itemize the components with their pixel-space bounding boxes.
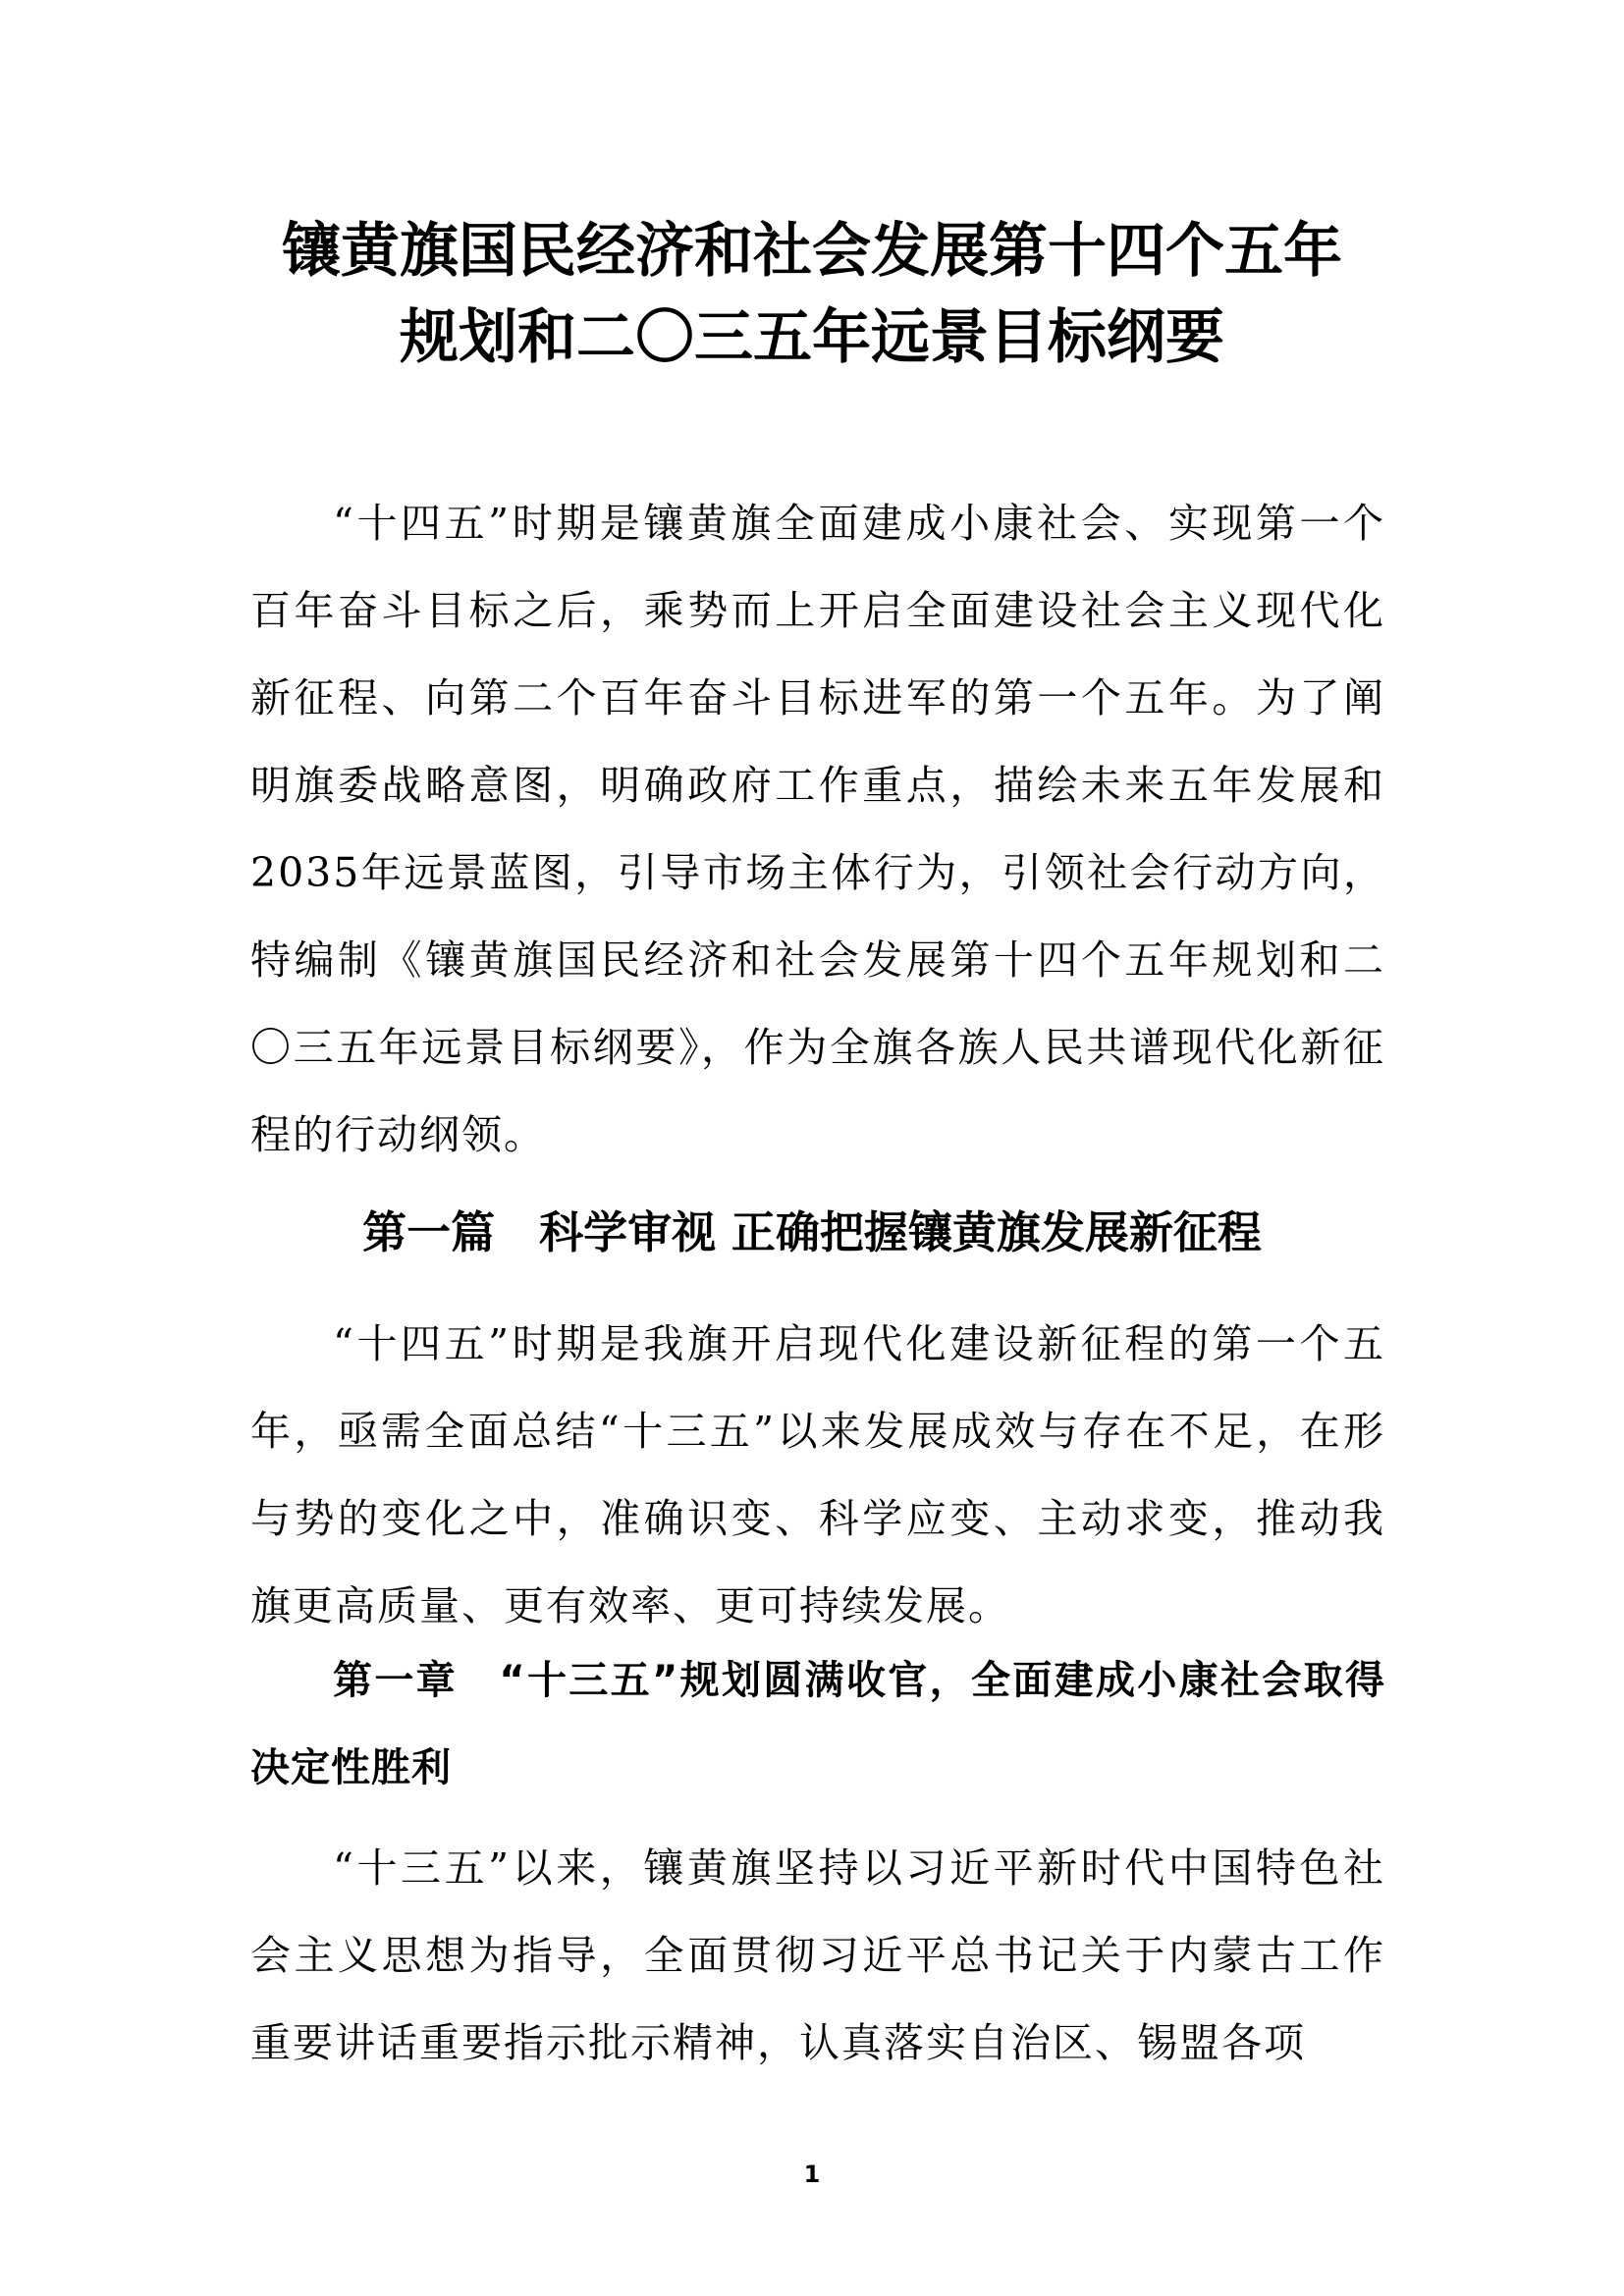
- chapter-heading: 第一章 “十三五”规划圆满收官，全面建成小康社会取得决定性胜利: [250, 1658, 1385, 1790]
- chapter-paragraph: “十三五”以来，镶黄旗坚持以习近平新时代中国特色社会主义思想为指导，全面贯彻习近平总书记关于内蒙古工作重要讲话重要指示批示精神，认真落实自治区、锡盟各项: [250, 1844, 1385, 2066]
- document-title-line-1: 镶黄旗国民经济和社会发展第十四个五年: [282, 217, 1342, 286]
- page-number: 1: [803, 2161, 821, 2188]
- document-title-line-2: 规划和二〇三五年远景目标纲要: [400, 303, 1224, 372]
- part-paragraph: “十四五”时期是我旗开启现代化建设新征程的第一个五年，亟需全面总结“十三五”以来发展成效与存在不足，在形与势的变化之中，准确识变、科学应变、主动求变，推动我旗更高质量、更有效率、更可持续发展。: [250, 1320, 1385, 1629]
- intro-paragraph: “十四五”时期是镶黄旗全面建成小康社会、实现第一个百年奋斗目标之后，乘势而上开启全面建设社会主义现代化新征程、向第二个百年奋斗目标进军的第一个五年。为了阐明旗委战略意图，明确政府工作重点，描绘未来五年发展和2035年远景蓝图，引导市场主体行为，引领社会行动方向，特编制《镶黄旗国民经济和社会发展第十四个五年规划和二〇三五年远景目标纲要》，作为全旗各族人民共谱现代化新征程的行动纲领。: [250, 500, 1385, 1158]
- part-heading: 第一篇 科学审视 正确把握镶黄旗发展新征程: [362, 1206, 1262, 1258]
